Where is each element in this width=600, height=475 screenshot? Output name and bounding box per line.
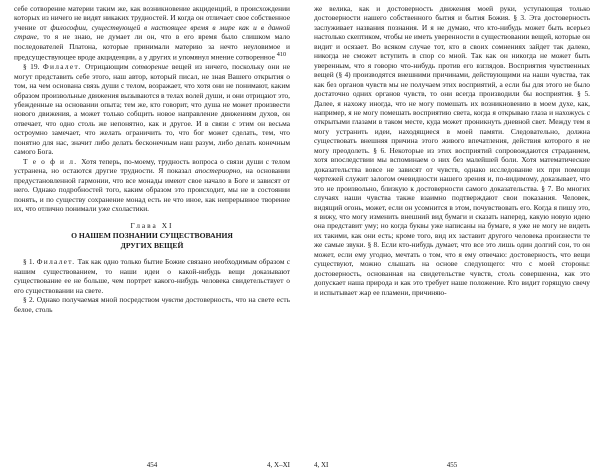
paragraph: § 19. Филалет. Отрицающим сотворение вещей из ничего, поскольку они не могут представить себе этого, наш автор, который писал, не зная Вашего открытия о том, на чем основана связь души с телом, возражает, что хотя они не понимают, каким образом произвольные движения вызываются в телах волей души, и они отрицают это, убежденные на основании опыта; тем же, кто говорит, что душа не может произвести нового движения, а может только собщить новое направление движениям духов, он отвечает, что одно столь же непонятно, как и другое. И в связи с этим он весьма остроумно замечает, что желать ограничить то, что бог может сделать, тем, что понятно для нас, значит либо делать бесконечным наш разум, либо делать конечным самого Бога. <box>14 62 290 157</box>
speaker-name: Филалет. <box>36 257 76 267</box>
paragraph: Т е о ф и л. Хотя теперь, по-моему, трудность вопроса о связи души с телом устранена, но остаются другие трудности. Я показал апостериорно, на основании предустановленной гармонии, что все монады имеют свое начало в Боге и зависят от него. Однако подробностей того, каким образом это происходит, мы не в состоянии понять, и по существу сохранение монад есть не что иное, как непрерывное творение их, что отлично понимали уже схоластики. <box>14 156 290 213</box>
chapter-heading <box>14 221 290 251</box>
paragraph: § 1. Филалет. Так как одно только бытие Божие связано необходимым образом с нашим существованием, то наши идеи о какой-нибудь вещи доказывают существование ее не больше, чем портрет какого-нибудь человека свидетельствует о его существовании на свете. <box>14 257 290 295</box>
page-number: 455 <box>446 461 458 469</box>
right-page <box>314 4 590 471</box>
right-page-footer <box>314 459 590 471</box>
speaker-name: Т е о ф и л. <box>23 156 82 166</box>
chapter-title-line-1: О НАШЕМ ПОЗНАНИИ СУЩЕСТВОВАНИЯ <box>71 231 233 241</box>
paragraph: § 2. Однако получаемая мной посредством чувств достоверность, что на свете есть белое, столь <box>14 295 290 314</box>
page-number: 454 <box>146 461 158 469</box>
section-reference: 4, XI <box>314 461 329 469</box>
left-page <box>14 4 290 471</box>
paragraph: же велика, как и достоверность движения моей руки, уступающая только достоверности нашего собственного бытия и бытия Божия. § 3. Эта достоверность заслуживает названия познания. И я не думаю, что кто-нибудь может быть всерьез настолько скептиком, чтобы не иметь уверенности в существовании вещей, которые он видит и осязает. Во всяком случае тот, кто в своих сомнениях зайдет так далеко, никогда не сможет вступить в спор со мной. Так как он никогда не может быть уверенным, что я говорю что-нибудь против его взглядов. Восприятия чувственных вещей (§ 4) производятся внешними причинами, действующими на наши чувства, так как без органов чувств мы не получаем этих восприятий, а если бы для этого не было достаточно одних органов чувств, то они всегда производили бы восприятия. § 5. Далее, я нахожу иногда, что не могу помешать их возникновению в моем духе, как, например, я не могу помешать восприятию света, когда я открываю глаза и нахожусь с открытыми глазами в таком месте, куда может проникнуть дневной свет. Между тем я могу устранить идеи, находящиеся в моей памяти. Следовательно, должна существовать внешняя причина этого живого впечатления, действия которого я не могу преодолеть. § 6. Некоторые из этих восприятий сопровождаются страданием, хотя впоследствии мы вспоминаем о них без малейшей боли. Хотя математические доказательства вовсе не зависят от чувств, однако исследование их при помощи чертежей служит залогом очевидности нашего зрения и, по-видимому, доказывает, что это не произвольно, близкую к достоверности самого доказательства. § 7. Во многих случаях наши чувства также взаимно подтверждают свои показания. Человек, видящий огонь, может, если он усомнится в этом, почувствовать его. Когда я пишу это, я вижу, что могу изменить внешний вид бумаги и сказать наперед, какую новую идею она представит уму; но когда буквы уже написаны на бумаге, я уже не могу не видеть их такими, как они есть; кроме того, вид их заставит другого человека произнести те же самые звуки. § 8. Если кто-нибудь думает, что все это лишь один долгий сон, то он может, если ему угодно, мечтать о том, что я ему отвечаю: достоверность, что вещи существуют, можно слышать на основе следующего: что с моей стороны: достоверность, основанная на свидетельстве чувств, столь совершенна, как это допускает наша природа и как это требует наше положение. Кто видит горящую свечу и испытывает жар ее пламени, причиняю- <box>314 4 590 297</box>
footnote-marker: 410 <box>276 52 287 59</box>
left-page-text <box>14 4 290 314</box>
speaker-name: Филалет. <box>42 62 82 72</box>
section-reference: 4, X–XI <box>267 461 290 469</box>
right-page-text <box>314 4 590 297</box>
paragraph: себе сотворение материи таким же, как возникновение акциденций, в происхождении которых из ничего не видят никаких трудностей. И когда он отличает свое собственное учение от философии, существующей в настоящее время в мире как и в данной стране, то я не знаю, не думает ли он, что в его время было слишком мало последователей Платона, которые принимали материю за нечто неуловимое и предсуществующее вроде акциденции, а у других и упомянул мнение сотворенное $^{410}$ <box>14 4 290 62</box>
left-page-footer <box>14 459 290 471</box>
chapter-number: Глава XI <box>130 221 174 231</box>
chapter-title-line-2: ДРУГИХ ВЕЩЕЙ <box>120 241 184 251</box>
